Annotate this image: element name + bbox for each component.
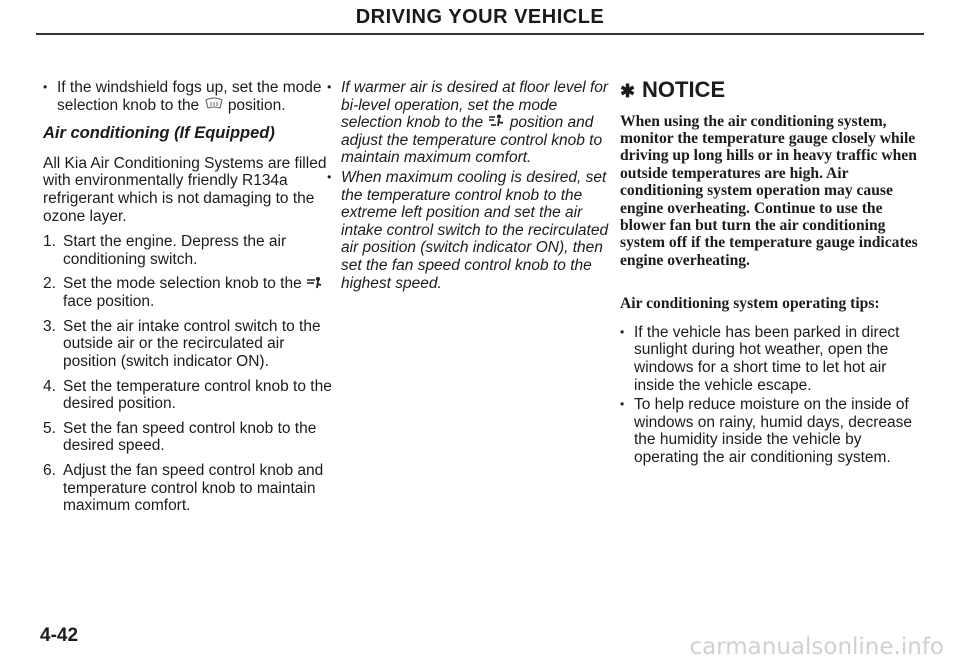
step-item <box>43 420 333 455</box>
defog-bullet-text: If the windshield fogs up, set the mode selection knob to the <box>57 79 322 114</box>
cooling-bullet-list <box>327 79 617 292</box>
step-text: face position. <box>63 293 155 311</box>
page-header-title: DRIVING YOUR VEHICLE <box>355 6 605 28</box>
tip-text: To help reduce moisture on the inside of windows on rainy, humid days, decrease the humidity inside the vehicle by operating the air conditioning system. <box>634 396 912 466</box>
windshield-defrost-icon <box>204 97 224 115</box>
column-middle <box>327 79 617 294</box>
tips-list <box>620 324 920 467</box>
step-item <box>43 275 333 310</box>
notice-title: NOTICE <box>642 77 726 102</box>
ac-steps-list <box>43 233 333 514</box>
warm-air-text: If warmer air is desired at floor level for bi-level operation, set the mode selection knob to the <box>341 79 609 132</box>
refrigerant-paragraph: All Kia Air Conditioning Systems are filled with environmentally friendly R134a refrigerant which is not damaging to the ozone layer. <box>43 154 327 225</box>
step-text: Set the fan speed control knob to the desired speed. <box>63 419 317 455</box>
column-left <box>43 79 333 522</box>
step-number: 4. <box>43 377 56 395</box>
tip-item <box>620 396 920 466</box>
step-number: 3. <box>43 317 56 335</box>
bi-level-icon <box>488 114 506 132</box>
notice-body: When using the air conditioning system, monitor the temperature gauge closely while driving up long hills or in heavy traffic when outside temperatures are high. Air conditioning system operation may cause engine overheating. Continue to use the blower fan but turn the air conditioning system off if the temperature gauge indicates engine overheating. <box>620 112 918 269</box>
page-number: 4-42 <box>40 625 79 646</box>
tips-title: Air conditioning system operating tips: <box>620 295 880 313</box>
notice-heading <box>620 77 920 102</box>
section-heading-air-conditioning: Air conditioning (If Equipped) <box>43 124 275 143</box>
step-text: Start the engine. Depress the air conditioning switch. <box>63 233 287 268</box>
warm-air-text-end: position and adjust the temperature control knob to maintain maximum comfort. <box>341 114 603 167</box>
tip-item <box>620 324 920 394</box>
tip-text: If the vehicle has been parked in direct sunlight during hot weather, open the windows for a short time to let hot air inside the vehicle escape. <box>634 323 900 394</box>
max-cooling-bullet <box>327 169 617 292</box>
step-item <box>43 233 333 268</box>
step-item <box>43 378 333 413</box>
warm-air-bullet <box>327 79 617 167</box>
column-right <box>620 79 920 469</box>
step-item <box>43 318 333 371</box>
notice-asterisk-icon: ✱ <box>620 81 636 101</box>
step-text: Set the air intake control switch to the outside air or the recirculated air position (switch indicator ON). <box>63 317 321 370</box>
step-text: Adjust the fan speed control knob and temperature control knob to maintain maximum comfort. <box>63 461 324 515</box>
step-number: 1. <box>43 233 56 251</box>
face-vent-icon <box>306 276 322 294</box>
header-divider <box>36 33 924 35</box>
step-number: 6. <box>43 461 56 479</box>
step-item <box>43 462 333 515</box>
step-text: Set the temperature control knob to the desired position. <box>63 377 332 413</box>
defog-bullet-end: position. <box>227 96 286 114</box>
max-cooling-text: When maximum cooling is desired, set the temperature control knob to the extreme left position and set the air intake control switch to the recirculated air position (switch indicator ON), then set the fan speed control knob to the highest speed. <box>341 169 609 292</box>
step-number: 2. <box>43 275 56 293</box>
defog-bullet-list <box>43 79 333 114</box>
step-number: 5. <box>43 419 56 437</box>
watermark: carmanualsonline.info <box>689 634 944 660</box>
step-text: Set the mode selection knob to the <box>63 275 302 293</box>
defog-bullet <box>43 79 333 114</box>
